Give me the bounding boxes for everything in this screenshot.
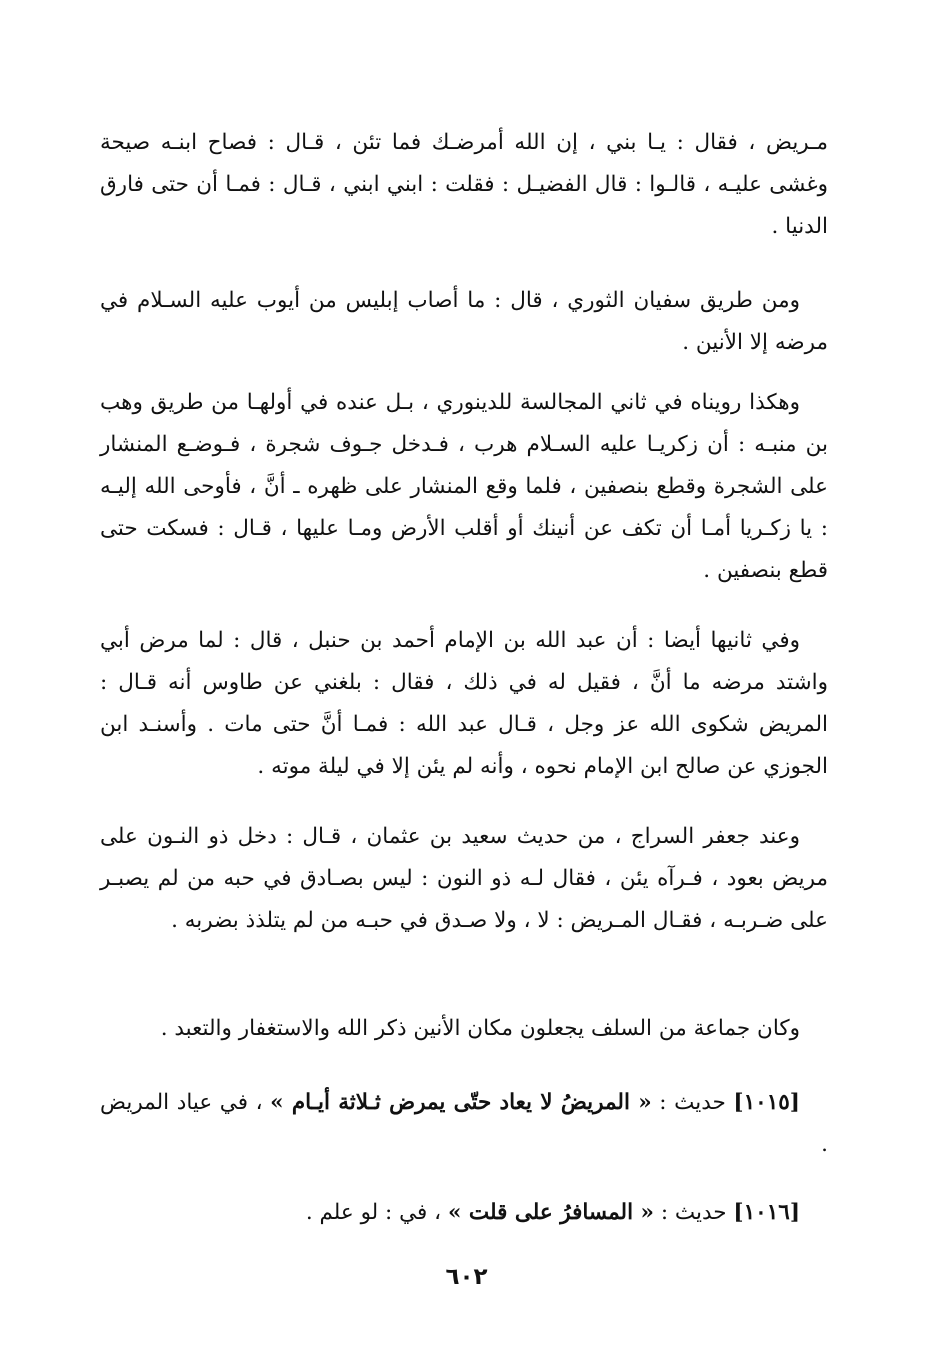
hadith-label: حديث :: [660, 1200, 727, 1225]
hadith-entry-text: [100, 1082, 828, 1166]
hadith-entry-1015: [100, 1082, 828, 1166]
hadith-rest: ، في عياد المريض .: [100, 1090, 828, 1157]
paragraph-6: [100, 1008, 828, 1050]
hadith-label: حديث :: [659, 1090, 726, 1115]
hadith-quote: « المريضُ لا يعاد حتّى يمرض ثـلاثة أيـام »: [270, 1090, 652, 1115]
hadith-entry-text: [100, 1192, 828, 1234]
hadith-entry-1016: [100, 1192, 828, 1234]
hadith-rest: ، في : لو علم .: [305, 1200, 442, 1225]
paragraph-5: [100, 816, 828, 942]
paragraph-text: مـريض ، فقال : يـا بني ، إن الله أمرضـك فما تئن ، قـال : فصاح ابنـه صيحة وغشى عليـه ، قالـوا : قال الفضيـل : فقلت : ابني ابني ، قـال : فمـا أن حتى فارق الدنيا .: [100, 130, 828, 239]
paragraph-4: [100, 620, 828, 788]
paragraph-3: [100, 382, 828, 592]
hadith-quote: « المسافرُ على قلت »: [447, 1200, 654, 1225]
paragraph-2: [100, 280, 828, 364]
hadith-number: [١٠١٥]: [733, 1090, 800, 1115]
page-number: ٦٠٢: [445, 1264, 488, 1290]
paragraph-text: وعند جعفر السراج ، من حديث سعيد بن عثمان ، قـال : دخل ذو النـون على مريض بعود ، فـرآه يئن ، فقال لـه ذو النون : ليس بصـادق في حبه من لم يصبـر على ضـربـه ، فقـال المـريض : لا ، ولا صـدق في حبـه من لم يتلذذ بضربه .: [100, 824, 828, 933]
paragraph-text: وفي ثانيها أيضا : أن عبد الله بن الإمام أحمد بن حنبل ، قال : لما مرض أبي واشتد مرضه ما أنَّ ، فقيل له في ذلك ، فقال : بلغني عن طاوس أنه قـال : المريض شكوى الله عز وجل ، قـال عبد الله : فمـا أنَّ حتى مات . وأسنـد ابن الجوزي عن صالح ابن الإمام نحوه ، وأنه لم يئن إلا في ليلة موته .: [100, 628, 828, 779]
hadith-number: [١٠١٦]: [733, 1200, 800, 1225]
paragraph-text: وكان جماعة من السلف يجعلون مكان الأنين ذكر الله والاستغفار والتعبد .: [160, 1016, 800, 1041]
paragraph-text: وهكذا رويناه في ثاني المجالسة للدينوري ، بـل عنده في أولهـا من طريق وهب بن منبـه : أن زكريـا عليه السـلام هرب ، فـدخل جـوف شجرة ، فـوضـع المنشار على الشجرة وقطع بنصفين ، فلما وقع المنشار على ظهره ـ أنَّ ، فأوحى الله إليـه : يا زكـريا أمـا أن تكف عن أنينك أو أقلب الأرض ومـا عليها ، قـال : فسكت حتى قطع بنصفين .: [100, 390, 828, 583]
paragraph-1: [100, 122, 828, 248]
paragraph-text: ومن طريق سفيان الثوري ، قال : ما أصاب إبليس من أيوب عليه السـلام في مرضه إلا الأنين .: [100, 288, 828, 355]
